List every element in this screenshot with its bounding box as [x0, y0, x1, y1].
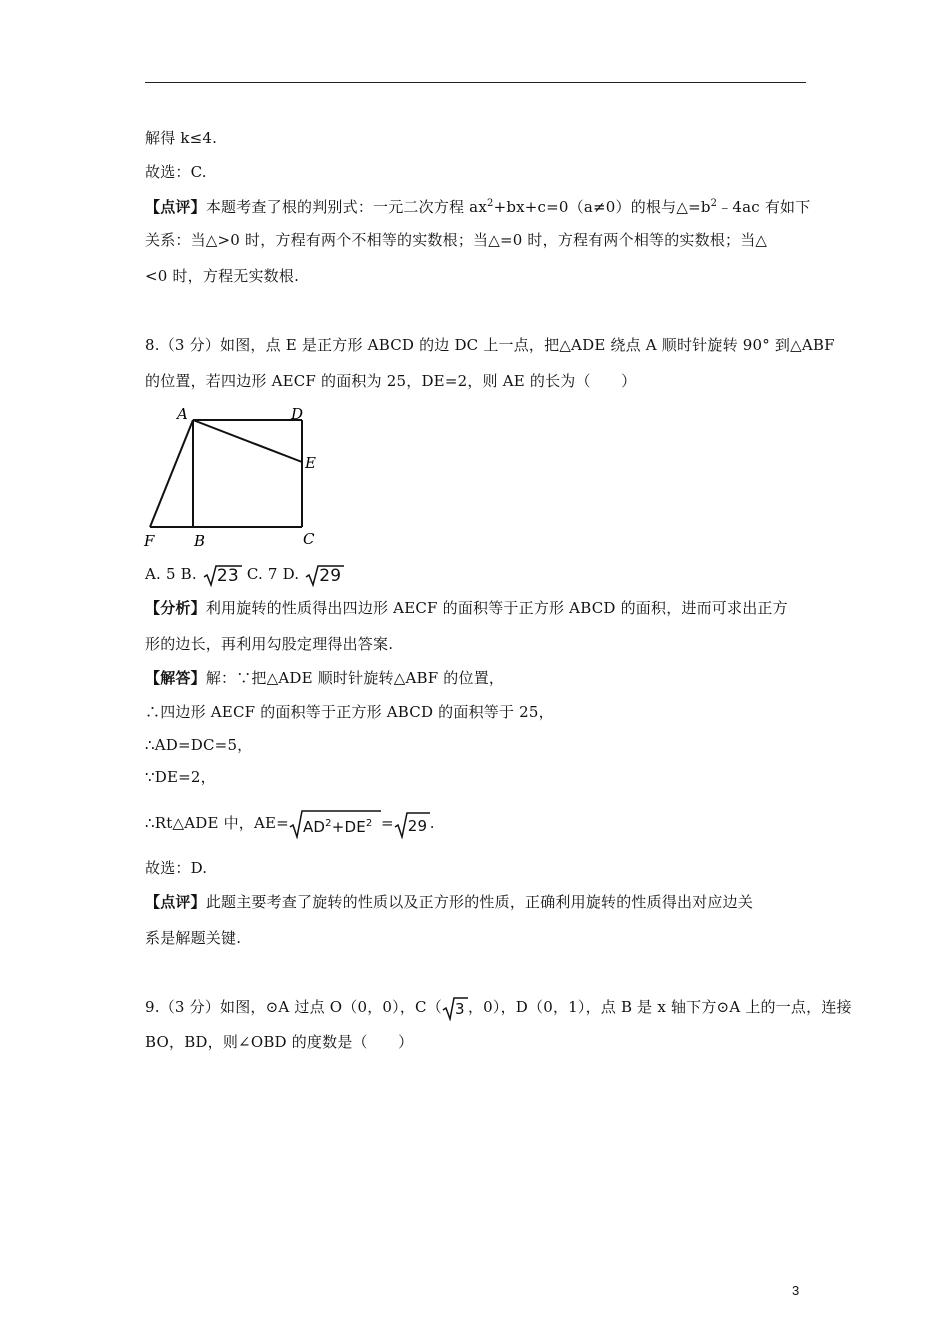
sqrt-29: 29: [304, 563, 344, 587]
page-number: 3: [792, 1283, 800, 1298]
q7-review-line3: <0 时，方程无实数根.: [145, 267, 300, 285]
label-E: E: [305, 454, 316, 472]
q7-review-line2: 关系：当△>0 时，方程有两个不相等的实数根；当△=0 时，方程有两个相等的实数根；当△: [145, 231, 768, 249]
q8-analysis-line1: 【分析】利用旋转的性质得出四边形 AECF 的面积等于正方形 ABCD 的面积，进而可求出正方: [145, 599, 788, 617]
q8-answer-line5: ∴Rt△ADE 中，AE= $AD^2+DE^2$ = 29 .: [145, 808, 435, 838]
label-D: D: [291, 405, 304, 423]
q8-answer-line1: 【解答】解：∵把△ADE 顺时针旋转△ABF 的位置，: [145, 669, 505, 687]
q8-choice-line: 故选：D.: [145, 859, 208, 877]
q8-figure: [140, 402, 340, 556]
label-F: F: [144, 532, 155, 550]
review-tag: 【点评】: [145, 893, 206, 911]
answer-tag: 【解答】: [145, 669, 206, 687]
label-B: B: [194, 532, 206, 550]
q8-answer-line4: ∵DE=2，: [145, 768, 216, 786]
q8-stem-line2: 的位置，若四边形 AECF 的面积为 25，DE=2，则 AE 的长为（ ）: [145, 372, 637, 390]
q8-answer-line3: ∴AD=DC=5，: [145, 736, 253, 754]
edge-AF: [150, 420, 193, 527]
square-diagram: [140, 402, 340, 552]
q8-answer-line2: ∴四边形 AECF 的面积等于正方形 ABCD 的面积等于 25，: [145, 703, 554, 721]
q9-stem-line2: BO，BD，则∠OBD 的度数是（ ）: [145, 1033, 414, 1051]
label-A: A: [177, 405, 188, 423]
sqrt-3: 3: [442, 995, 468, 1021]
q8-review-line1: 【点评】此题主要考查了旋转的性质以及正方形的性质，正确利用旋转的性质得出对应边关: [145, 893, 754, 911]
analysis-tag: 【分析】: [145, 599, 206, 617]
header-rule: [145, 82, 806, 83]
q8-options: A. 5 B. 23 C. 7 D. 29: [145, 562, 344, 586]
q8-analysis-line2: 形的边长，再利用勾股定理得出答案.: [145, 635, 394, 653]
q9-stem-line1: 9.（3 分）如图，⊙A 过点 O（0，0），C（ 3 ，0），D（0，1），点 B 是 x 轴下方⊙A 上的一点，连接: [145, 994, 852, 1020]
label-C: C: [303, 530, 315, 548]
q7-solution-line: 解得 k≤4.: [145, 129, 218, 147]
sqrt-29-result: 29: [394, 809, 430, 839]
q7-review-line1: 【点评】本题考查了根的判别式：一元二次方程 $ax^2+bx+c=0(a\ne 0)$的根与$\triangle=b^2﹣4ac$ 有如下: [145, 198, 811, 216]
q7-choice-line: 故选：C.: [145, 163, 207, 181]
q8-stem-line1: 8.（3 分）如图，点 E 是正方形 ABCD 的边 DC 上一点，把△ADE 绕点 A 顺时针旋转 90° 到△ABF: [145, 336, 835, 354]
sqrt-ad2-de2: $AD^2+DE^2$: [289, 809, 381, 839]
review-tag: 【点评】: [145, 198, 206, 216]
edge-AE: [193, 420, 302, 462]
sqrt-23: 23: [202, 563, 242, 587]
q8-review-line2: 系是解题关键.: [145, 929, 242, 947]
